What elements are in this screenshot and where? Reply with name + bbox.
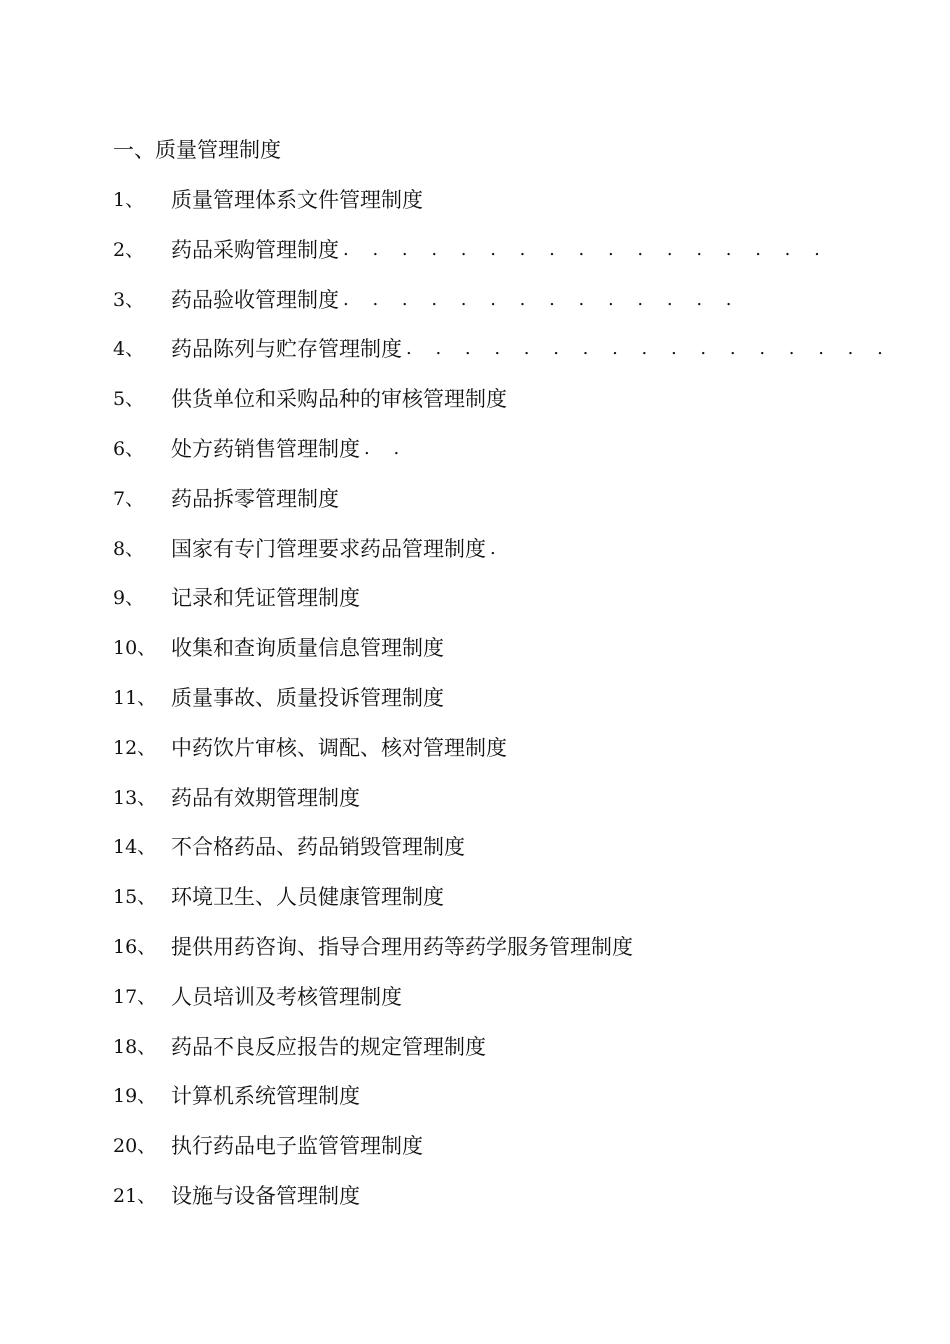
toc-item-number: 6、 xyxy=(113,437,145,460)
toc-item-number: 2、 xyxy=(113,238,145,261)
toc-leader-dots: . . xyxy=(364,437,409,459)
toc-item-number: 21、 xyxy=(113,1184,157,1207)
toc-item-title: 不合格药品、药品销毁管理制度 xyxy=(171,835,465,860)
toc-leader-dots: . xyxy=(490,537,505,559)
toc-item-title: 执行药品电子监管管理制度 xyxy=(171,1134,423,1159)
toc-item-5 xyxy=(113,385,892,435)
toc-item-19 xyxy=(113,1082,892,1132)
toc-item-number: 18、 xyxy=(113,1035,157,1058)
toc-item-3 xyxy=(113,286,892,336)
toc-item-11 xyxy=(113,684,892,734)
toc-item-number: 7、 xyxy=(113,487,145,510)
toc-leader-dots: . . . . . . . . . . . . . . . . . xyxy=(343,238,829,260)
toc-item-title: 计算机系统管理制度 xyxy=(171,1084,360,1109)
toc-item-number: 8、 xyxy=(113,537,145,560)
toc-item-number: 10、 xyxy=(113,637,157,660)
toc-item-17 xyxy=(113,983,892,1033)
toc-item-14 xyxy=(113,833,892,883)
toc-item-9 xyxy=(113,584,892,634)
toc-item-number: 12、 xyxy=(113,736,157,759)
toc-item-10 xyxy=(113,634,892,684)
toc-item-title: 环境卫生、人员健康管理制度 xyxy=(171,885,444,910)
toc-item-number: 20、 xyxy=(113,1135,157,1158)
toc-item-title: 质量管理体系文件管理制度 xyxy=(171,188,423,212)
toc-item-title: 供货单位和采购品种的审核管理制度 xyxy=(171,387,507,412)
toc-item-title: 中药饮片审核、调配、核对管理制度 xyxy=(171,735,507,760)
toc-item-number: 15、 xyxy=(113,886,157,909)
toc-item-title: 药品验收管理制度 xyxy=(171,287,339,312)
toc-item-title: 药品不良反应报告的规定管理制度 xyxy=(171,1034,486,1059)
toc-item-title: 记录和凭证管理制度 xyxy=(171,586,360,611)
toc-item-4 xyxy=(113,335,892,385)
toc-item-12 xyxy=(113,734,892,784)
toc-item-20 xyxy=(113,1132,892,1182)
toc-item-7 xyxy=(113,485,892,535)
toc-item-title: 收集和查询质量信息管理制度 xyxy=(171,636,444,661)
toc-item-number: 16、 xyxy=(113,935,157,958)
toc-item-title: 国家有专门管理要求药品管理制度 xyxy=(171,536,486,561)
toc-item-title: 人员培训及考核管理制度 xyxy=(171,984,402,1009)
toc-item-title: 质量事故、质量投诉管理制度 xyxy=(171,685,444,710)
toc-item-18 xyxy=(113,1033,892,1083)
toc-item-number: 17、 xyxy=(113,985,157,1008)
toc-item-number: 19、 xyxy=(113,1085,157,1108)
toc-item-number: 1、 xyxy=(113,189,145,211)
toc-item-16 xyxy=(113,933,892,983)
toc-leader-dots: . . . . . . . . . . . . . . xyxy=(343,288,741,310)
toc-item-number: 5、 xyxy=(113,388,145,411)
toc-list xyxy=(113,186,892,1232)
toc-item-13 xyxy=(113,784,892,834)
toc-item-21 xyxy=(113,1182,892,1232)
toc-item-title: 药品陈列与贮存管理制度 xyxy=(171,337,402,362)
section-title: 一、质量管理制度 xyxy=(113,138,281,162)
toc-item-8 xyxy=(113,535,892,585)
toc-item-title: 设施与设备管理制度 xyxy=(171,1183,360,1208)
toc-item-15 xyxy=(113,883,892,933)
toc-item-title: 药品拆零管理制度 xyxy=(171,486,339,511)
toc-item-number: 14、 xyxy=(113,836,157,859)
toc-item-1 xyxy=(113,186,892,236)
toc-item-6 xyxy=(113,435,892,485)
toc-item-number: 11、 xyxy=(113,686,157,709)
toc-item-title: 药品有效期管理制度 xyxy=(171,785,360,810)
toc-item-title: 处方药销售管理制度 xyxy=(171,436,360,461)
toc-item-2 xyxy=(113,236,892,286)
toc-item-number: 3、 xyxy=(113,288,145,311)
toc-item-title: 药品采购管理制度 xyxy=(171,237,339,262)
toc-leader-dots: . . . . . . . . . . . . . . . . . xyxy=(406,338,892,360)
toc-item-number: 9、 xyxy=(113,587,145,610)
toc-item-title: 提供用药咨询、指导合理用药等药学服务管理制度 xyxy=(171,934,633,959)
toc-item-number: 13、 xyxy=(113,786,157,809)
toc-item-number: 4、 xyxy=(113,338,145,361)
